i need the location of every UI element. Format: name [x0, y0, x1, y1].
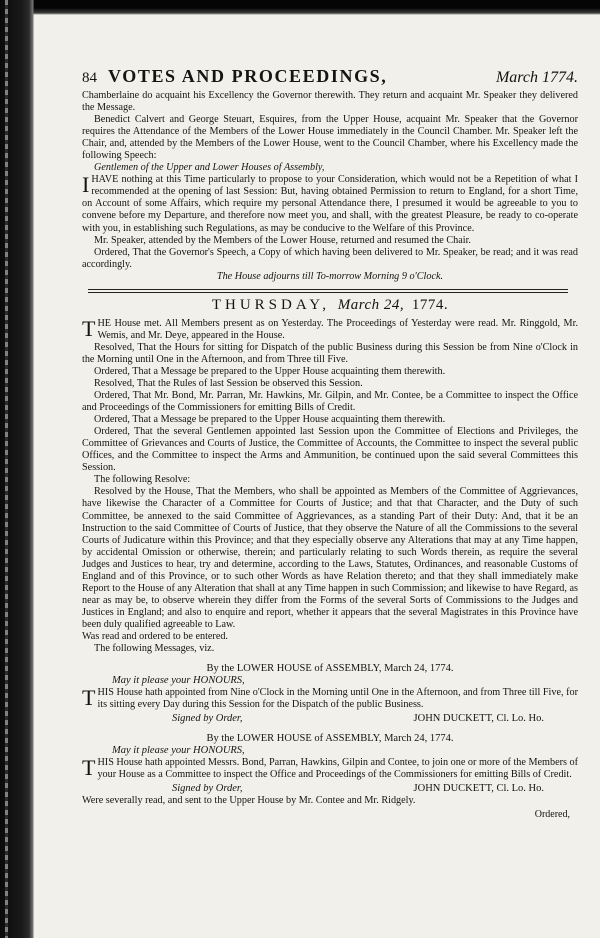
signed-by-order: Signed by Order,: [172, 783, 243, 795]
ordered-committee-credit: Ordered, That Mr. Bond, Mr. Parran, Mr. Hawkins, Mr. Gilpin, and Mr. Contee, be a Committee to inspect the Office and Proceedings of the Commissioners for emitting Bills of Credit.: [82, 390, 578, 414]
following-resolve: The following Resolve:: [94, 474, 191, 486]
paragraph-house-met: HE House met. All Members present as on Yesterday. The Proceedings of Yesterday were read. Mr. Ringgold, Mr. Wemis, and Mr. Deye, appeared in the House.: [97, 317, 578, 341]
running-date: March 1774.: [495, 69, 578, 86]
scan-top-border: [0, 0, 600, 15]
message-committee-drop-cap: T: [82, 755, 96, 781]
message-committee-heading: By the LOWER HOUSE of ASSEMBLY, March 24, 1774.: [206, 733, 454, 745]
scan-binding-edge: [0, 0, 34, 938]
governor-speech: [82, 174, 578, 234]
message-hours-signature: [82, 713, 578, 725]
ordered-committees-continued: Ordered, That the several Gentlemen appointed last Session upon the Committee of Elections and Privileges, the Committee of Grievances and Courts of Justice, the Committee of Accounts, the Committee to inspect the several public Offices, and the Committee to inspect the Arms and Ammunition, be continued upon the said several Committees this Session.: [82, 426, 578, 474]
message-committee: [82, 733, 578, 795]
ordered-message-2: Ordered, That a Message be prepared to the Upper House acquainting them therewith.: [94, 414, 446, 426]
message-committee-salutation: May it please your HONOURS,: [112, 745, 245, 757]
running-head: [82, 66, 578, 90]
message-hours-body: HIS House hath appointed from Nine o'Clock in the Morning until One in the Afternoon, and from Three till Five, for its sitting every Day during this Session for the Dispatch of the public Business.: [97, 687, 578, 711]
resolved-hours: Resolved, That the Hours for sitting for Dispatch of the public Business during this Session be from Nine o'Clock in the Morning until One in the Afternoon, and from Three till Five.: [82, 341, 578, 365]
day-year: 1774.: [411, 296, 449, 313]
speech-address: Gentlemen of the Upper and Lower Houses of Assembly,: [94, 162, 325, 174]
message-hours-drop-cap: T: [82, 685, 96, 711]
paragraph-speaker-returned: Mr. Speaker, attended by the Members of the Lower House, returned and resumed the Chair.: [94, 234, 471, 246]
message-committee-signature: [82, 783, 578, 795]
section-divider: [88, 289, 568, 293]
message-committee-body: HIS House hath appointed Messrs. Bond, Parran, Hawkins, Gilpin and Contee, to join one or more of the Members of your House as a Committee to inspect the Office and Proceedings of the Commissioners for emitting Bills of Credit.: [97, 757, 578, 781]
message-hours-salutation: May it please your HONOURS,: [112, 675, 245, 687]
resolved-rules: Resolved, That the Rules of last Session be observed this Session.: [94, 377, 363, 389]
message-hours: [82, 663, 578, 725]
signed-by-order: Signed by Order,: [172, 713, 243, 725]
page-content: [82, 66, 578, 820]
catchword: Ordered,: [534, 809, 570, 821]
closing-line: Were severally read, and sent to the Upper House by Mr. Contee and Mr. Ridgely.: [82, 795, 416, 807]
house-met-drop-cap: T: [82, 315, 96, 341]
read-and-entered: Was read and ordered to be entered.: [82, 630, 228, 642]
paragraph-ordered-speech: Ordered, That the Governor's Speech, a Copy of which having been delivered to Mr. Speaker, be read; and it was read accordingly.: [82, 246, 578, 270]
page-number: 84: [82, 70, 97, 86]
clerk-name: JOHN DUCKETT, Cl. Lo. Ho.: [413, 713, 544, 725]
paragraph-chamberlaine: Chamberlaine do acquaint his Excellency the Governor therewith. They return and acquaint Mr. Speaker they delivered the Message.: [82, 90, 578, 114]
house-met-block: [82, 315, 578, 342]
day-date: March 24,: [337, 296, 405, 313]
paragraph-upper-house-message: Benedict Calvert and George Steuart, Esquires, from the Upper House, acquaint Mr. Speaker that the Governor requires the Attendance of the Members of the Lower House immediately in the Council Chamber. Mr. Speaker left the Chair, and, attended by the Members of the Lower House, went to the Council Chamber, where his Excellency made the following Speech:: [82, 114, 578, 162]
adjournment-line: The House adjourns till To-morrow Morning 9 o'Clock.: [216, 270, 444, 282]
speech-drop-cap: I: [82, 172, 90, 198]
running-title: VOTES AND PROCEEDINGS,: [108, 66, 388, 86]
day-heading: [82, 297, 578, 314]
ordered-message-1: Ordered, That a Message be prepared to the Upper House acquainting them therewith.: [94, 365, 446, 377]
following-messages: The following Messages, viz.: [94, 643, 215, 655]
clerk-name: JOHN DUCKETT, Cl. Lo. Ho.: [413, 783, 544, 795]
speech-body: HAVE nothing at this Time particularly to propose to your Consideration, which would not be a Repetition of what I recommended at the opening of last Session: But, having obtained Permission to return to England, for a short Time, on Account of some Affairs, which require my personal Attendance there, I presumed it would be agreeable to you to convene before my Departure, and therefore now meet you, and shall, with the greatest Pleasure, be ready to co-operate with you, in establishing such Regulations, as may be conducive to the Welfare of this Province.: [82, 174, 578, 234]
resolved-by-house: Resolved by the House, That the Members, who shall be appointed as Members of the Committee of Aggrievances, have likewise the Character of a Committee for Courts of Justice; and that that Character, and the Duty of such Committee, be annexed to the said Committee of Aggrievances, as a standing Part of their Duty: And, that it be an Instruction to the said Committee of Courts of Justice, that they observe the Nature of all the Commissions to the several Courts of Judicature within this Province; and that they especially observe any Alterations that may at any Time happen, by accidental Omission or otherwise, therein; and particularly relating to such Words therein, as require the several Judges and Justices to hear, try and determine, according to the Laws, Statutes, Ordinances, and reasonable Customs of England and of this Province, or to such other Words as have Relation thereto; and that they shall immediately make Report to the House of any Alteration that shall at any Time happen in such Commission; and likewise to have Regard, as near as may be, to observe wherein they differ from the Forms of the several Sorts of Commissions to the Judges and Justices in England; and also to enquire and report, whether it appears that the several Magistrates in this Province have been duly qualified agreeable to Law.: [82, 486, 578, 630]
message-hours-heading: By the LOWER HOUSE of ASSEMBLY, March 24, 1774.: [206, 663, 454, 675]
day-name: THURSDAY,: [211, 296, 330, 313]
